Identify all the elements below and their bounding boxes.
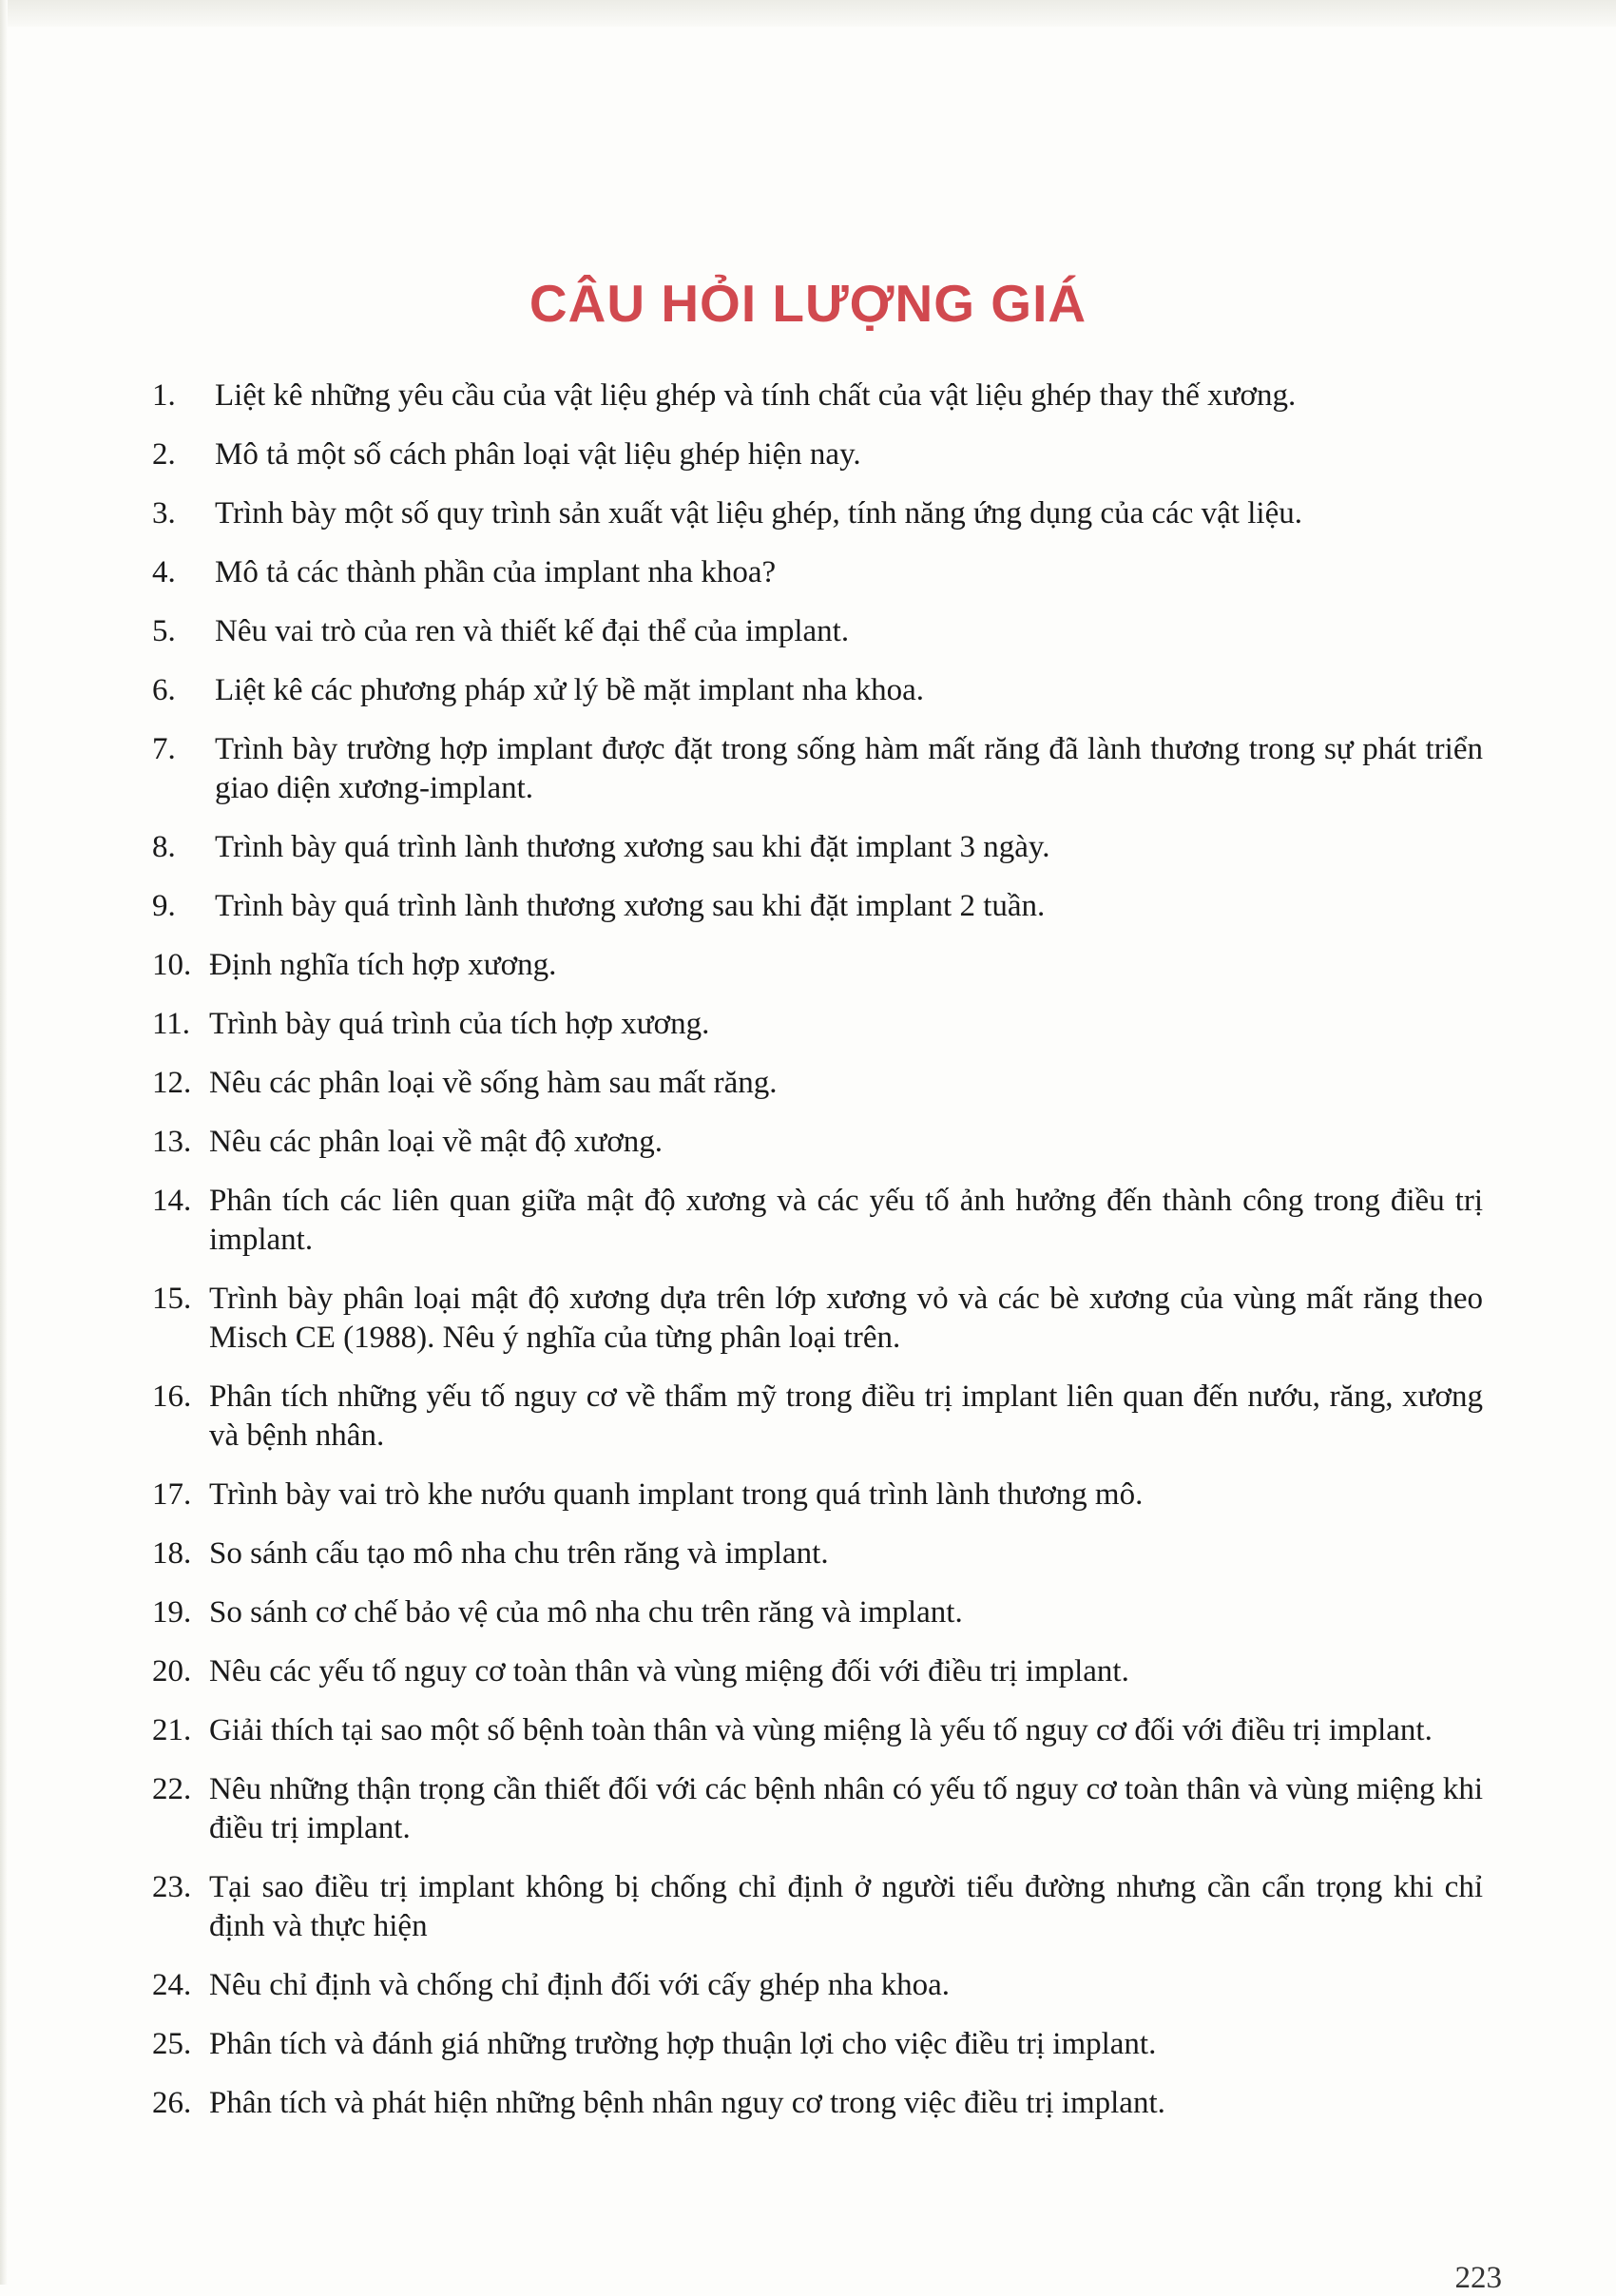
question-item xyxy=(152,1966,1483,2005)
question-item xyxy=(152,1711,1483,1750)
question-item xyxy=(152,1182,1483,1260)
question-number: 14. xyxy=(152,1184,192,1218)
question-text: Nêu các phân loại về sống hàm sau mất răng. xyxy=(209,1066,778,1100)
question-item xyxy=(152,1593,1483,1632)
question-text: Phân tích và phát hiện những bệnh nhân nguy cơ trong việc điều trị implant. xyxy=(209,2086,1165,2120)
question-item xyxy=(152,376,1483,415)
question-list xyxy=(152,376,1483,2143)
question-number: 19. xyxy=(152,1595,192,1630)
question-text: Tại sao điều trị implant không bị chống chỉ định ở người tiểu đường nhưng cần cẩn trọng khi chỉ định và thực hiện xyxy=(209,1870,1483,1943)
question-item xyxy=(152,887,1483,926)
question-number: 1. xyxy=(152,378,176,413)
question-text: Phân tích và đánh giá những trường hợp thuận lợi cho việc điều trị implant. xyxy=(209,2027,1157,2061)
question-item xyxy=(152,1770,1483,1848)
question-number: 11. xyxy=(152,1007,191,1041)
scan-edge-left xyxy=(0,0,8,2285)
question-item xyxy=(152,2084,1483,2123)
question-text: Trình bày một số quy trình sản xuất vật liệu ghép, tính năng ứng dụng của các vật liệu. xyxy=(215,496,1302,531)
question-item xyxy=(152,494,1483,533)
question-number: 5. xyxy=(152,614,176,648)
question-number: 8. xyxy=(152,830,176,864)
question-number: 2. xyxy=(152,437,176,472)
question-text: Nêu các yếu tố nguy cơ toàn thân và vùng miệng đối với điều trị implant. xyxy=(209,1654,1129,1688)
question-text: Liệt kê những yêu cầu của vật liệu ghép và tính chất của vật liệu ghép thay thế xương. xyxy=(215,378,1297,413)
question-number: 7. xyxy=(152,732,176,766)
question-item xyxy=(152,1652,1483,1691)
question-number: 23. xyxy=(152,1870,192,1904)
question-text: Giải thích tại sao một số bệnh toàn thân và vùng miệng là yếu tố nguy cơ đối với điều trị implant. xyxy=(209,1713,1433,1747)
question-text: Phân tích các liên quan giữa mật độ xương và các yếu tố ảnh hưởng đến thành công trong điều trị implant. xyxy=(209,1184,1483,1257)
question-number: 16. xyxy=(152,1380,192,1414)
question-text: Mô tả một số cách phân loại vật liệu ghép hiện nay. xyxy=(215,437,861,472)
question-item xyxy=(152,435,1483,474)
scan-edge-top xyxy=(0,0,1616,27)
question-text: Định nghĩa tích hợp xương. xyxy=(209,948,557,982)
question-item xyxy=(152,730,1483,808)
question-text: Trình bày phân loại mật độ xương dựa trên lớp xương vỏ và các bè xương của vùng mất răng theo Misch CE (1988). Nêu ý nghĩa của từng phân loại trên. xyxy=(209,1282,1483,1355)
question-number: 17. xyxy=(152,1477,192,1512)
question-number: 18. xyxy=(152,1536,192,1571)
question-number: 10. xyxy=(152,948,192,982)
question-item xyxy=(152,1868,1483,1946)
question-number: 6. xyxy=(152,673,176,707)
question-item xyxy=(152,1064,1483,1103)
question-item xyxy=(152,946,1483,985)
question-item xyxy=(152,1123,1483,1162)
question-item xyxy=(152,1476,1483,1515)
question-text: Trình bày quá trình lành thương xương sau khi đặt implant 3 ngày. xyxy=(215,830,1050,864)
question-item xyxy=(152,612,1483,651)
question-item xyxy=(152,1378,1483,1456)
question-text: Trình bày vai trò khe nướu quanh implant trong quá trình lành thương mô. xyxy=(209,1477,1144,1512)
question-text: Nêu chỉ định và chống chỉ định đối với cấy ghép nha khoa. xyxy=(209,1968,951,2002)
question-number: 13. xyxy=(152,1125,192,1159)
question-number: 3. xyxy=(152,496,176,531)
question-text: Trình bày trường hợp implant được đặt trong sống hàm mất răng đã lành thương trong sự phát triển giao diện xương-implant. xyxy=(215,732,1483,805)
question-number: 22. xyxy=(152,1772,192,1806)
question-item xyxy=(152,671,1483,710)
question-text: Mô tả các thành phần của implant nha khoa? xyxy=(215,555,777,589)
question-text: Nêu những thận trọng cần thiết đối với các bệnh nhân có yếu tố nguy cơ toàn thân và vùng miệng khi điều trị implant. xyxy=(209,1772,1483,1845)
question-number: 26. xyxy=(152,2086,192,2120)
question-item xyxy=(152,1534,1483,1573)
question-item xyxy=(152,553,1483,592)
question-number: 15. xyxy=(152,1282,192,1316)
question-text: So sánh cấu tạo mô nha chu trên răng và implant. xyxy=(209,1536,829,1571)
question-text: Liệt kê các phương pháp xử lý bề mặt implant nha khoa. xyxy=(215,673,925,707)
question-item xyxy=(152,1280,1483,1358)
question-item xyxy=(152,828,1483,867)
question-item xyxy=(152,2025,1483,2064)
question-number: 4. xyxy=(152,555,176,589)
question-number: 12. xyxy=(152,1066,192,1100)
page-title: CÂU HỎI LƯỢNG GIÁ xyxy=(529,273,1087,333)
question-text: Trình bày quá trình lành thương xương sau khi đặt implant 2 tuần. xyxy=(215,889,1046,923)
question-text: Nêu vai trò của ren và thiết kế đại thể của implant. xyxy=(215,614,850,648)
question-text: Phân tích những yếu tố nguy cơ về thẩm mỹ trong điều trị implant liên quan đến nướu, răng, xương và bệnh nhân. xyxy=(209,1380,1483,1453)
question-number: 20. xyxy=(152,1654,192,1688)
question-number: 21. xyxy=(152,1713,192,1747)
page-number: 223 xyxy=(1454,2261,1502,2295)
question-number: 24. xyxy=(152,1968,192,2002)
question-number: 9. xyxy=(152,889,176,923)
question-text: So sánh cơ chế bảo vệ của mô nha chu trên răng và implant. xyxy=(209,1595,963,1630)
question-text: Trình bày quá trình của tích hợp xương. xyxy=(209,1007,710,1041)
question-item xyxy=(152,1005,1483,1044)
question-text: Nêu các phân loại về mật độ xương. xyxy=(209,1125,664,1159)
question-number: 25. xyxy=(152,2027,192,2061)
